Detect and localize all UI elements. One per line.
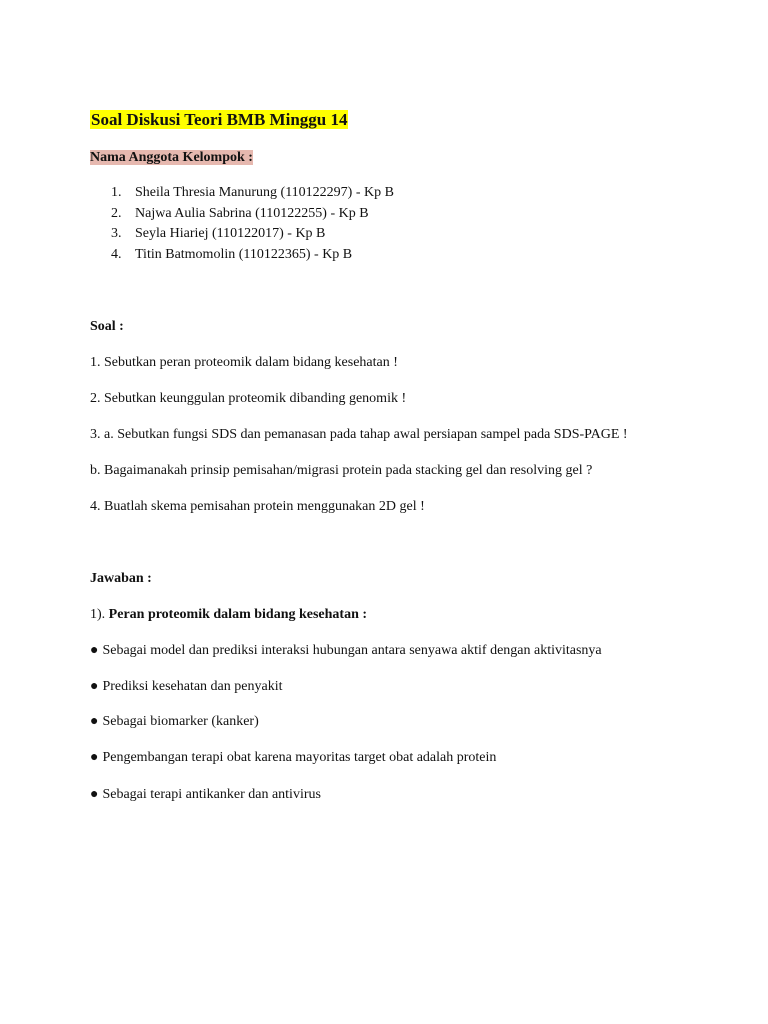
answer-1-heading-line bbox=[90, 606, 367, 624]
list-item bbox=[90, 642, 602, 660]
members-list bbox=[111, 183, 394, 266]
bullet-text: Sebagai biomarker (kanker) bbox=[102, 714, 259, 729]
members-heading-line bbox=[90, 149, 253, 167]
question-3a: 3. a. Sebutkan fungsi SDS dan pemanasan pada tahap awal persiapan sampel pada SDS-PAGE ! bbox=[90, 427, 628, 442]
list-number: 3. bbox=[111, 226, 122, 242]
list-item bbox=[111, 183, 394, 204]
answer-number: 1). bbox=[90, 607, 109, 622]
bullet-icon: ● bbox=[90, 714, 99, 729]
list-item bbox=[90, 678, 282, 696]
list-item bbox=[90, 713, 259, 731]
member-name: Najwa Aulia Sabrina (110122255) - Kp B bbox=[135, 205, 369, 221]
bullet-icon: ● bbox=[90, 750, 99, 765]
soal-heading: Soal : bbox=[90, 319, 124, 334]
jawaban-heading: Jawaban : bbox=[90, 571, 152, 586]
title-line bbox=[90, 109, 348, 131]
list-item bbox=[111, 204, 394, 225]
bullet-text: Sebagai model dan prediksi interaksi hubungan antara senyawa aktif dengan aktivitasnya bbox=[102, 643, 602, 658]
list-number: 2. bbox=[111, 205, 122, 221]
list-number: 1. bbox=[111, 185, 122, 200]
member-name: Titin Batmomolin (110122365) - Kp B bbox=[135, 247, 353, 263]
bullet-icon: ● bbox=[90, 787, 99, 802]
answer-heading: Peran proteomik dalam bidang kesehatan : bbox=[108, 607, 368, 622]
list-number: 4. bbox=[111, 247, 122, 263]
list-item bbox=[111, 245, 394, 266]
question-1: 1. Sebutkan peran proteomik dalam bidang kesehatan ! bbox=[90, 355, 398, 370]
list-item bbox=[111, 224, 394, 245]
bullet-text: Prediksi kesehatan dan penyakit bbox=[102, 679, 283, 694]
bullet-text: Pengembangan terapi obat karena mayoritas target obat adalah protein bbox=[102, 750, 497, 765]
bullet-icon: ● bbox=[90, 643, 99, 658]
list-item bbox=[90, 749, 496, 767]
bullet-text: Sebagai terapi antikanker dan antivirus bbox=[102, 787, 321, 802]
member-name: Sheila Thresia Manurung (110122297) - Kp B bbox=[135, 185, 394, 200]
document-title: Soal Diskusi Teori BMB Minggu 14 bbox=[91, 110, 348, 129]
members-heading: Nama Anggota Kelompok : bbox=[90, 150, 253, 165]
bullet-icon: ● bbox=[90, 679, 99, 694]
list-item bbox=[90, 786, 321, 804]
question-4: 4. Buatlah skema pemisahan protein menggunakan 2D gel ! bbox=[90, 499, 425, 514]
member-name: Seyla Hiariej (110122017) - Kp B bbox=[135, 226, 326, 242]
question-2: 2. Sebutkan keunggulan proteomik dibanding genomik ! bbox=[90, 391, 407, 406]
question-3b: b. Bagaimanakah prinsip pemisahan/migrasi protein pada stacking gel dan resolving gel ? bbox=[90, 463, 593, 478]
